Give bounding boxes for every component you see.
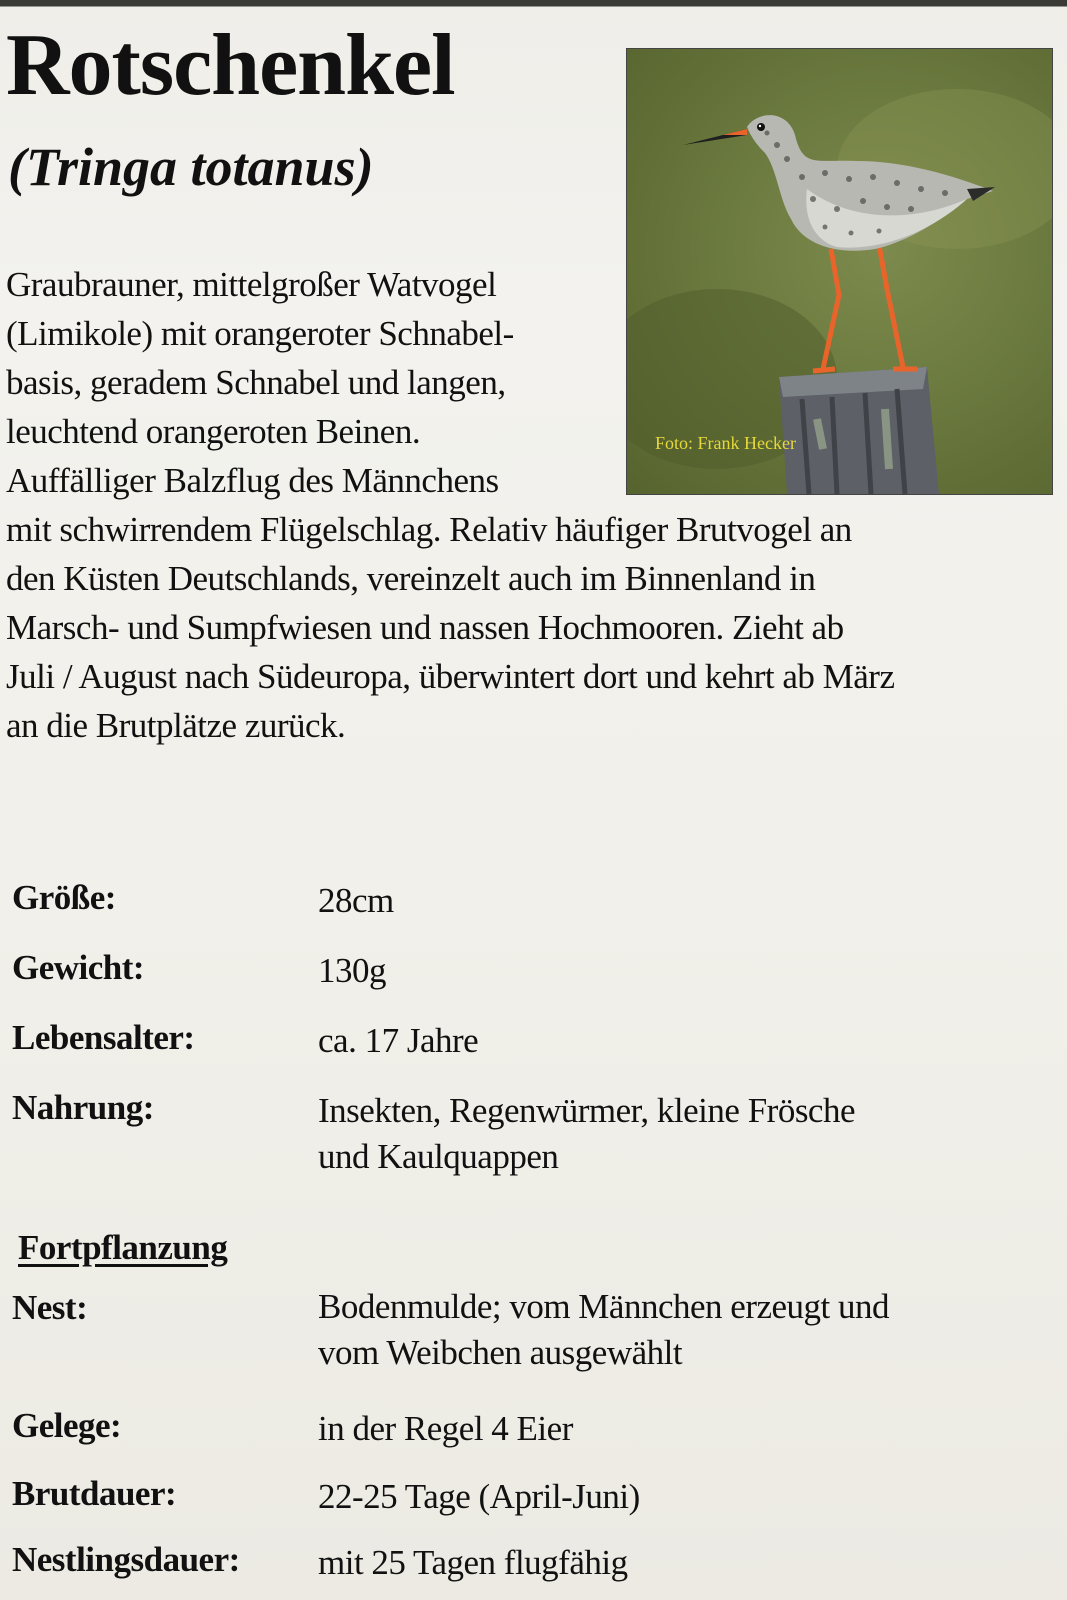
fact-label-nest: Nest: — [12, 1288, 88, 1327]
fact-value-nestling: mit 25 Tagen flugfähig — [318, 1543, 628, 1582]
fact-label-clutch: Gelege: — [12, 1406, 122, 1445]
description-line: (Limikole) mit orangeroter Schnabel- — [6, 314, 514, 353]
section-heading-reproduction: Fortpflanzung — [18, 1228, 228, 1267]
fact-label-incubation: Brutdauer: — [12, 1474, 177, 1513]
description-line: mit schwirrendem Flügelschlag. Relativ häufiger Brutvogel an — [6, 510, 852, 549]
description-line: Marsch- und Sumpfwiesen und nassen Hochmooren. Zieht ab — [6, 608, 844, 647]
description-line: an die Brutplätze zurück. — [6, 706, 346, 745]
fact-value-age: ca. 17 Jahre — [318, 1021, 479, 1060]
fact-label-weight: Gewicht: — [12, 948, 145, 987]
description-line: Auffälliger Balzflug des Männchens — [6, 461, 499, 500]
fact-value-clutch: in der Regel 4 Eier — [318, 1409, 573, 1448]
description-line: Juli / August nach Südeuropa, überwintert dort und kehrt ab März — [6, 657, 895, 696]
description-line: leuchtend orangeroten Beinen. — [6, 412, 421, 451]
fact-value-nest-line2: vom Weibchen ausgewählt — [318, 1333, 683, 1372]
photo-credit: Foto: Frank Hecker — [655, 433, 796, 453]
scientific-name: (Tringa totanus) — [8, 137, 374, 197]
description-line: basis, geradem Schnabel und langen, — [6, 363, 506, 402]
description-line: den Küsten Deutschlands, vereinzelt auch im Binnenland in — [6, 559, 816, 598]
fact-value-food-line2: und Kaulquappen — [318, 1137, 559, 1176]
fact-label-age: Lebensalter: — [12, 1018, 195, 1057]
fact-value-incubation: 22-25 Tage (April-Juni) — [318, 1477, 640, 1516]
fact-value-food-line1: Insekten, Regenwürmer, kleine Frösche — [318, 1091, 856, 1130]
fact-value-weight: 130g — [318, 951, 386, 990]
fact-label-nestling: Nestlingsdauer: — [12, 1540, 240, 1579]
fact-label-food: Nahrung: — [12, 1088, 154, 1127]
fact-value-size: 28cm — [318, 881, 394, 920]
fact-value-nest-line1: Bodenmulde; vom Männchen erzeugt und — [318, 1287, 890, 1326]
fact-label-size: Größe: — [12, 878, 116, 917]
species-title: Rotschenkel — [6, 17, 455, 114]
description-line: Graubrauner, mittelgroßer Watvogel — [6, 265, 497, 304]
